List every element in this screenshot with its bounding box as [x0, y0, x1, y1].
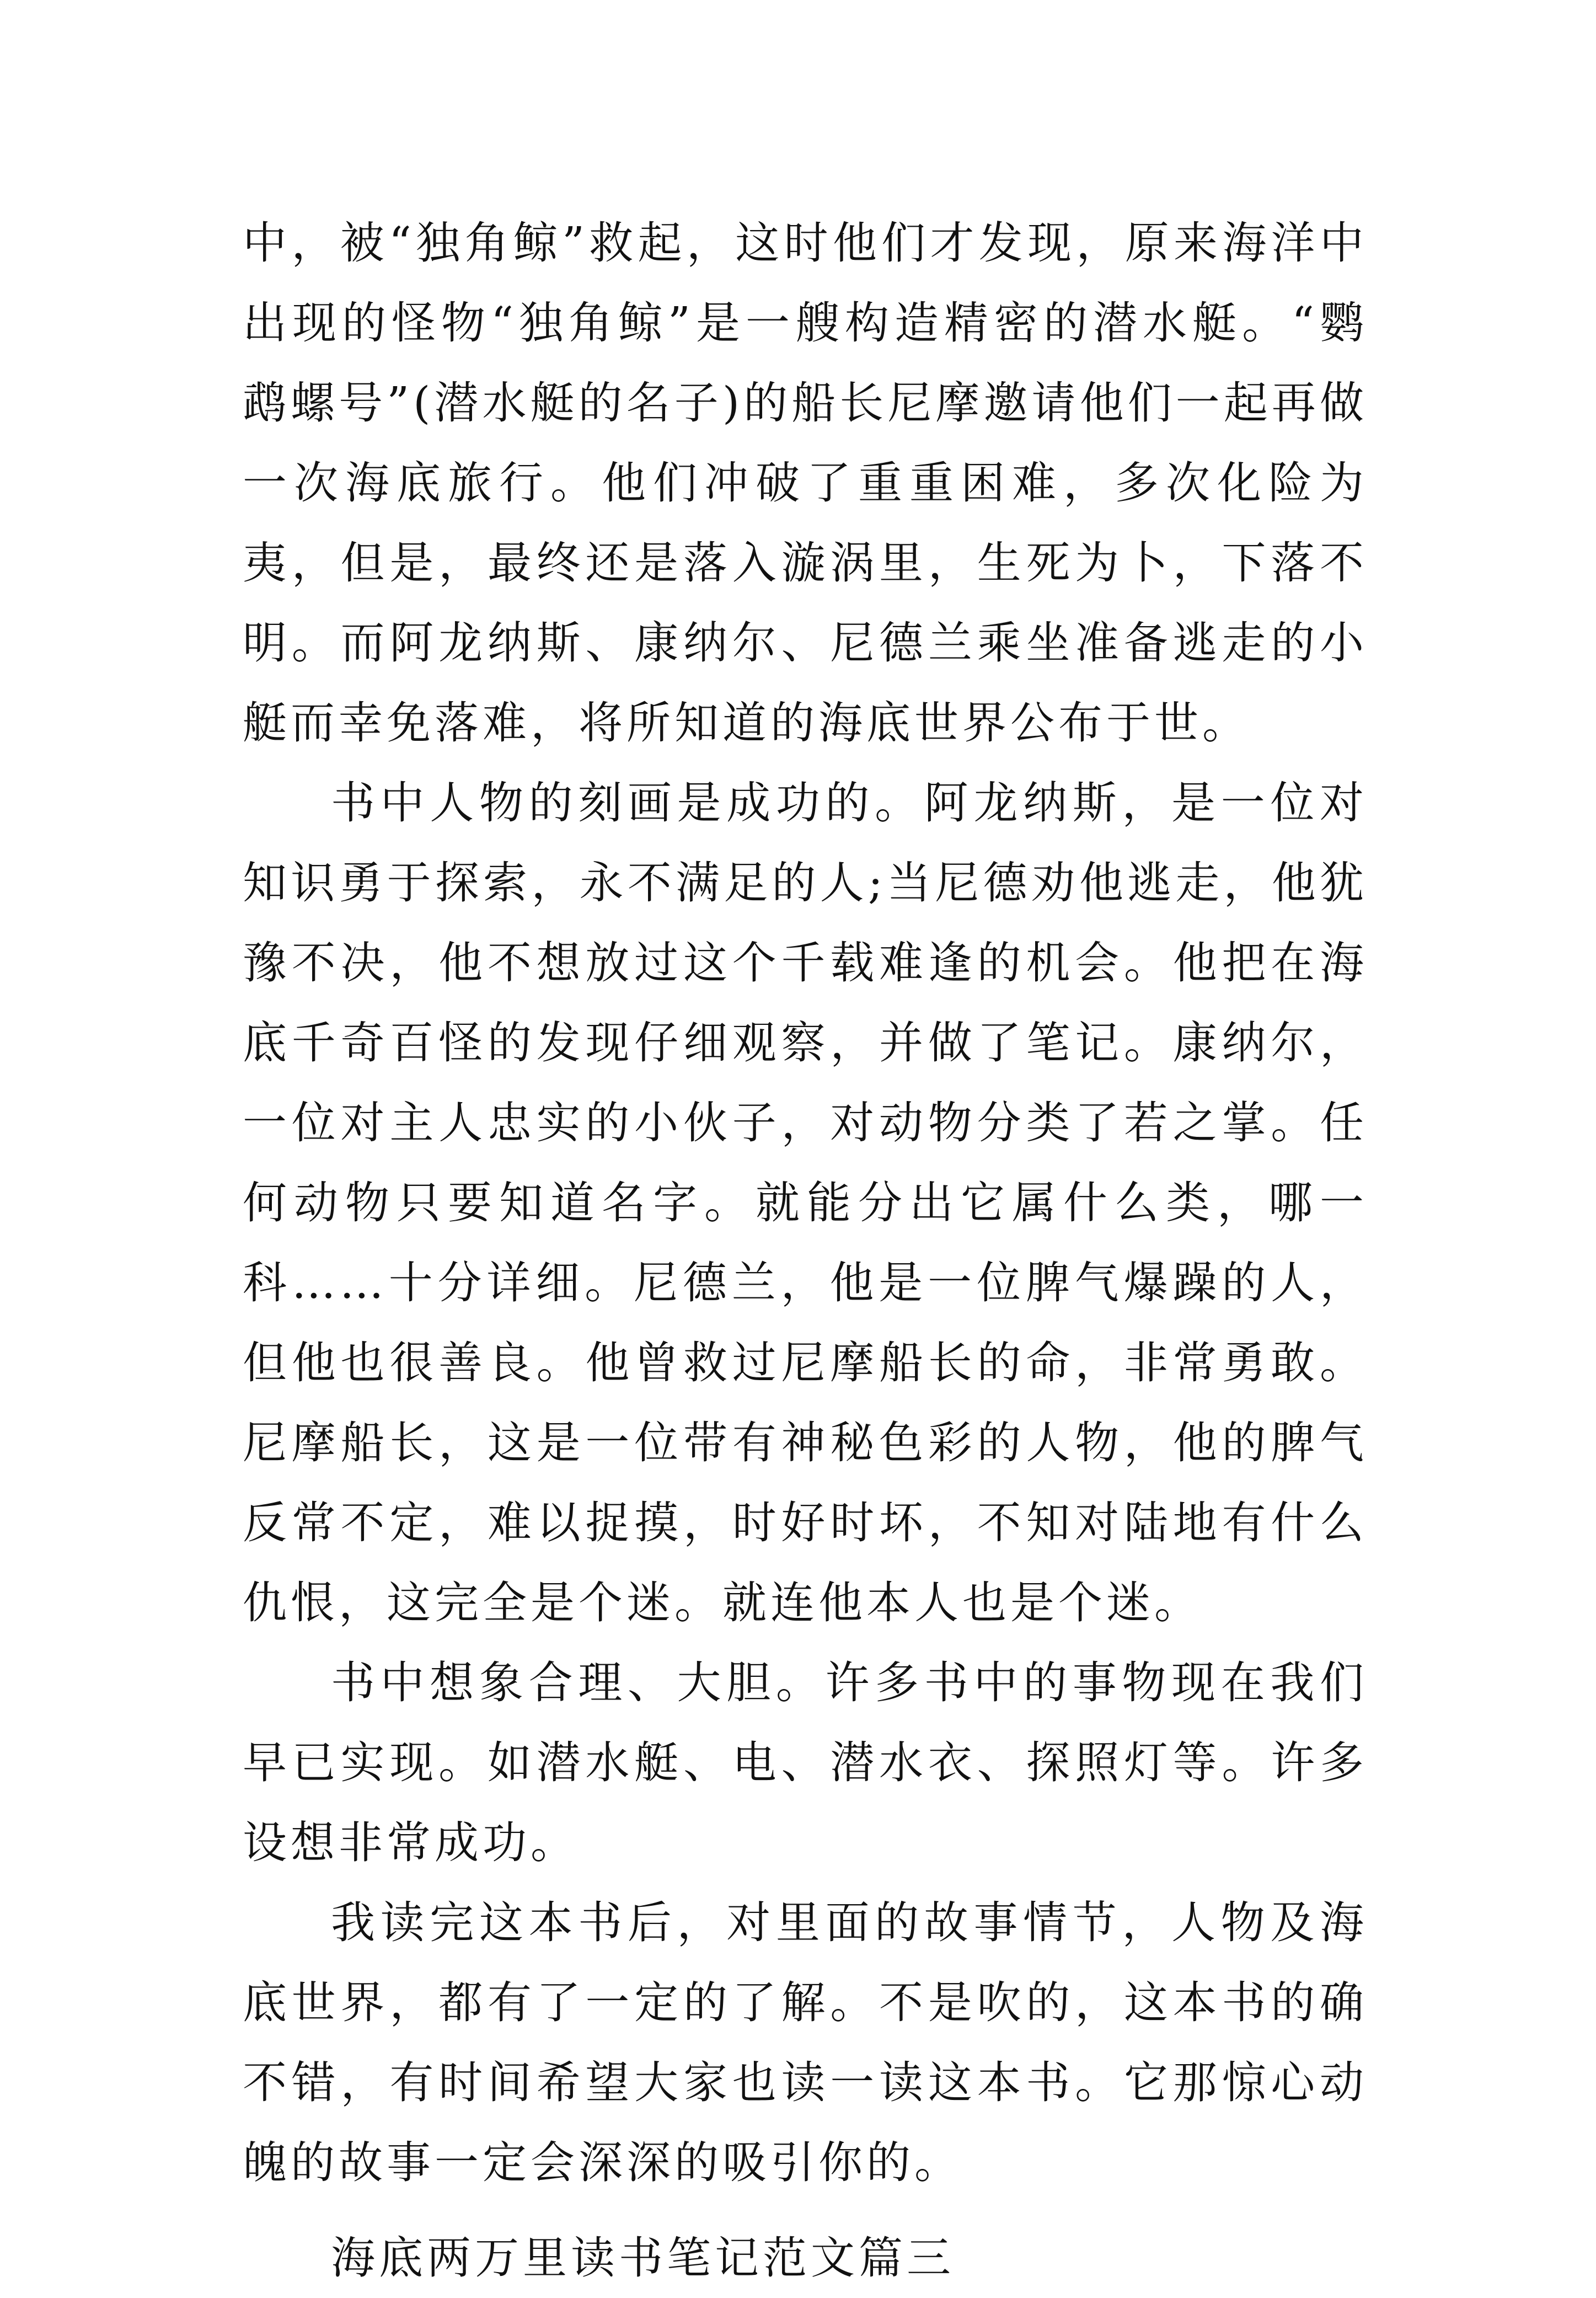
paragraph-imagination: 书中想象合理、大胆。许多书中的事物现在我们早已实现。如潜水艇、电、潜水衣、探照灯等。许多设想非常成功。	[243, 1657, 1368, 1868]
section-heading: 海底两万里读书笔记范文篇三	[331, 2232, 955, 2284]
paragraph-continuation: 中，被“独角鲸”救起，这时他们才发现，原来海洋中出现的怪物“独角鲸”是一艘构造精密的潜水艇。“鹦鹉螺号”(潜水艇的名子)的船长尼摩邀请他们一起再做一次海底旅行。他们冲破了重重困难，多次化险为夷，但是，最终还是落入漩涡里，生死为卜，下落不明。而阿龙纳斯、康纳尔、尼德兰乘坐准备逃走的小艇而幸免落难，将所知道的海底世界公布于世。	[243, 217, 1368, 749]
paragraph-conclusion: 我读完这本书后，对里面的故事情节，人物及海底世界，都有了一定的了解。不是吹的，这本书的确不错，有时间希望大家也读一读这本书。它那惊心动魄的故事一定会深深的吸引你的。	[243, 1897, 1368, 2188]
document-body	[243, 203, 1368, 2298]
paragraph-characters: 书中人物的刻画是成功的。阿龙纳斯，是一位对知识勇于探索，永不满足的人;当尼德劝他逃走，他犹豫不决，他不想放过这个千载难逢的机会。他把在海底千奇百怪的发现仔细观察，并做了笔记。康纳尔，一位对主人忠实的小伙子，对动物分类了若之掌。任何动物只要知道名字。就能分出它属什么类，哪一科……十分详细。尼德兰，他是一位脾气爆躁的人，但他也很善良。他曾救过尼摩船长的命，非常勇敢。尼摩船长，这是一位带有神秘色彩的人物，他的脾气反常不定，难以捉摸，时好时坏，不知对陆地有什么仇恨，这完全是个迷。就连他本人也是个迷。	[243, 777, 1368, 1628]
